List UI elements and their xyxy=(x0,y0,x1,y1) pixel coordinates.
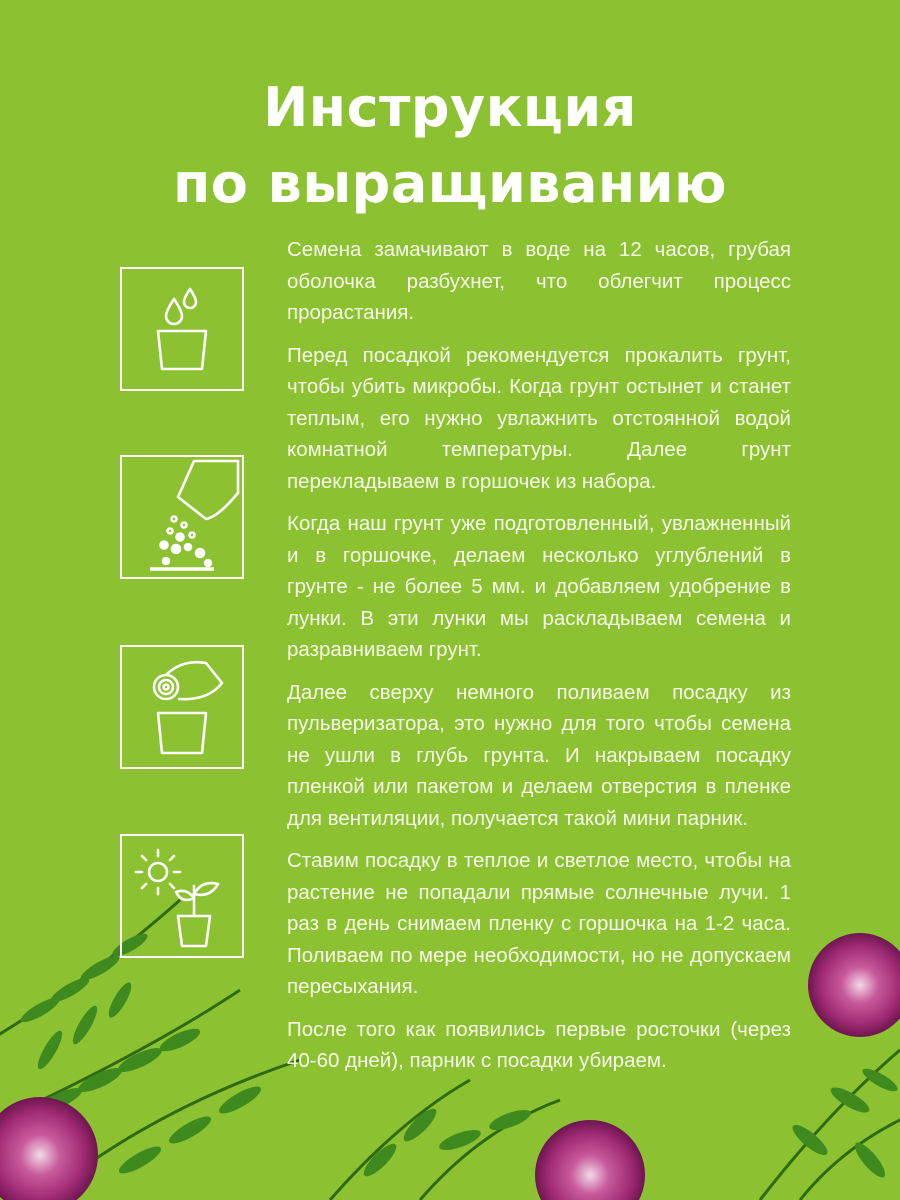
step-1-text: Семена замачивают в воде на 12 часов, грубая оболочка разбухнет, что облегчит процесс прорастания. xyxy=(287,238,791,324)
step-4-text: Далее сверху немного поливаем посадку из пульверизатора, это нужно для того чтобы семена не ушли в глубь грунта. И накрываем посадку пленкой или пакетом и делаем отверстия в пленке для вентиляции, получается такой мини парник. xyxy=(287,680,791,830)
step-3-text: Когда наш грунт уже подготовленный, увлажненный и в горшочке, делаем несколько углублений в грунте - не более 5 мм. и добавляем удобрение в лунки. В эти лунки мы раскладываем семена и разравниваем грунт. xyxy=(287,512,791,661)
page-title xyxy=(0,70,900,222)
step-2-text: Перед посадкой рекомендуется прокалить грунт, чтобы убить микробы. Когда грунт остынет и станет теплым, его нужно увлажнить отстоянной водой комнатной температуры. Далее грунт перекладываем в горшочек из набора. xyxy=(287,343,791,493)
instructions-text xyxy=(287,234,791,1088)
water-drops-pot-icon xyxy=(120,267,244,391)
step-6-text: После того как появились первые росточки (через 40-60 дней), парник с посадки убираем. xyxy=(287,1017,791,1072)
step-5-text: Ставим посадку в теплое и светлое место, чтобы на растение не попадали прямые солнечные лучи. 1 раз в день снимаем пленку с горшочка на 1-2 часа. Поливаем по мере необходимости, но не допускаем пересыхания. xyxy=(287,849,791,998)
title-line-2: по выращиванию xyxy=(172,152,728,215)
soil-pouring-icon xyxy=(120,455,244,579)
sun-sprout-pot-icon xyxy=(120,834,244,958)
title-line-1: Инструкция xyxy=(263,76,637,139)
film-cover-pot-icon xyxy=(120,645,244,769)
